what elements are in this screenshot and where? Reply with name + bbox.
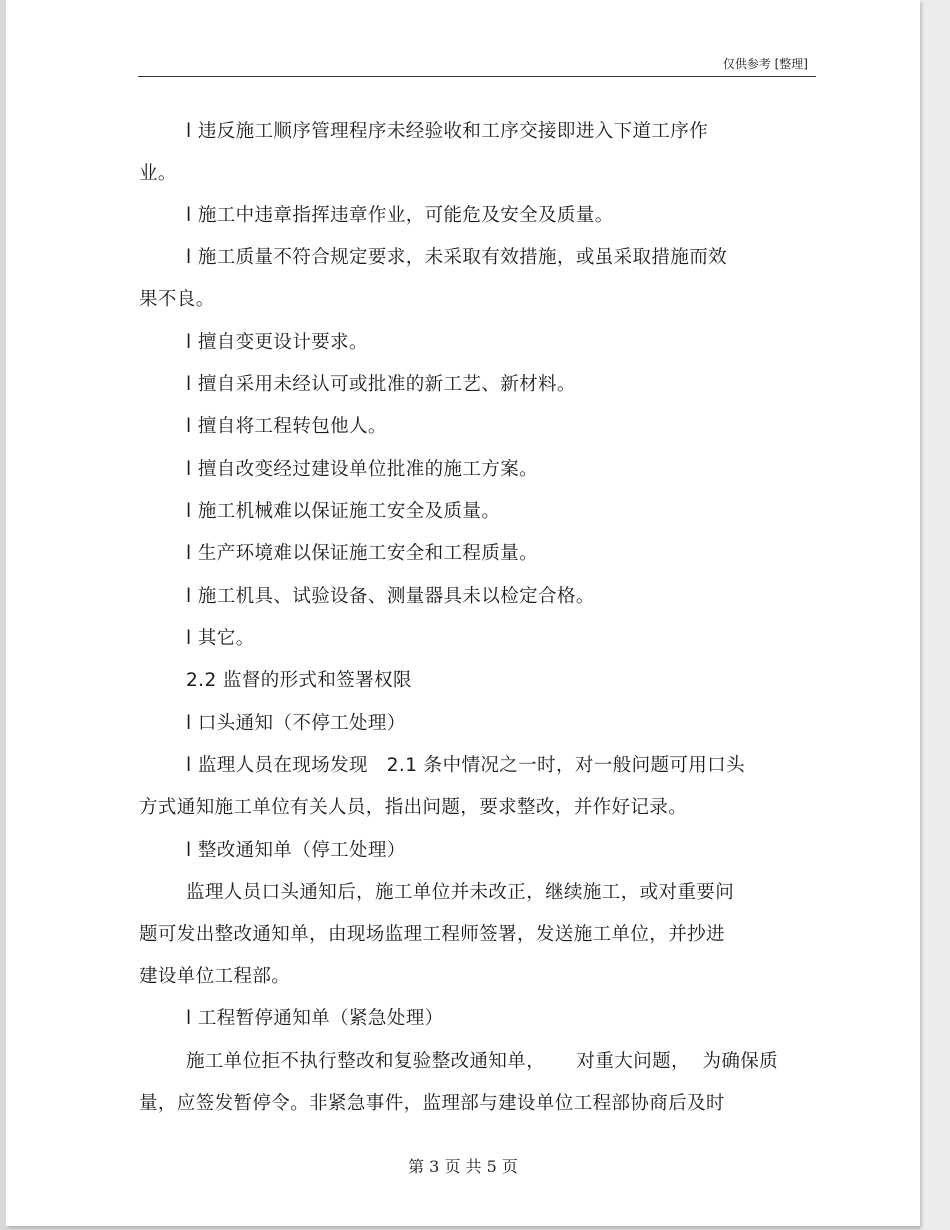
body-line: l 擅自改变经过建设单位批准的施工方案。 [186,459,539,480]
body-line: l 其它。 [186,628,255,649]
body-line: 施工单位拒不执行整改和复验整改通知单， 对重大问题， 为确保质 [186,1051,779,1072]
body-line: l 整改通知单（停工处理） [186,840,406,861]
document-page [6,0,920,1226]
header-note: 仅供参考 [整理] [722,57,808,71]
body-line: l 擅自采用未经认可或批准的新工艺、新材料。 [186,374,576,395]
page-number-footer: 第 3 页 共 5 页 [408,1157,518,1176]
body-line: l 施工机械难以保证施工安全及质量。 [186,501,501,522]
section-heading: 2.2 监督的形式和签署权限 [186,670,412,691]
body-line: 果不良。 [139,289,215,310]
body-line: l 施工机具、试验设备、测量器具未以检定合格。 [186,586,595,607]
body-line: l 口头通知（不停工处理） [186,713,406,734]
body-line: l 违反施工顺序管理程序未经验收和工序交接即进入下道工序作 [186,121,709,142]
body-line: 题可发出整改通知单，由现场监理工程师签署，发送施工单位，并抄进 [139,924,725,945]
header-divider [138,76,816,77]
body-line: l 生产环境难以保证施工安全和工程质量。 [186,543,539,564]
scrollbar-track[interactable] [920,0,950,1230]
body-line: l 施工质量不符合规定要求，未采取有效措施，或虽采取措施而效 [186,247,728,268]
body-line: 方式通知施工单位有关人员，指出问题，要求整改，并作好记录。 [139,797,688,818]
body-line: l 擅自变更设计要求。 [186,332,368,353]
body-line: 量，应签发暂停令。非紧急事件，监理部与建设单位工程部协商后及时 [139,1093,725,1114]
body-line: 建设单位工程部。 [139,966,291,987]
body-line: l 擅自将工程转包他人。 [186,416,387,437]
body-line: l 监理人员在现场发现 2.1 条中情况之一时，对一般问题可用口头 [186,755,745,776]
body-line: l 施工中违章指挥违章作业，可能危及安全及质量。 [186,205,614,226]
body-line: 监理人员口头通知后，施工单位并未改正，继续施工，或对重要问 [186,882,735,903]
body-line: 业。 [139,163,177,184]
body-line: l 工程暂停通知单（紧急处理） [186,1008,444,1029]
